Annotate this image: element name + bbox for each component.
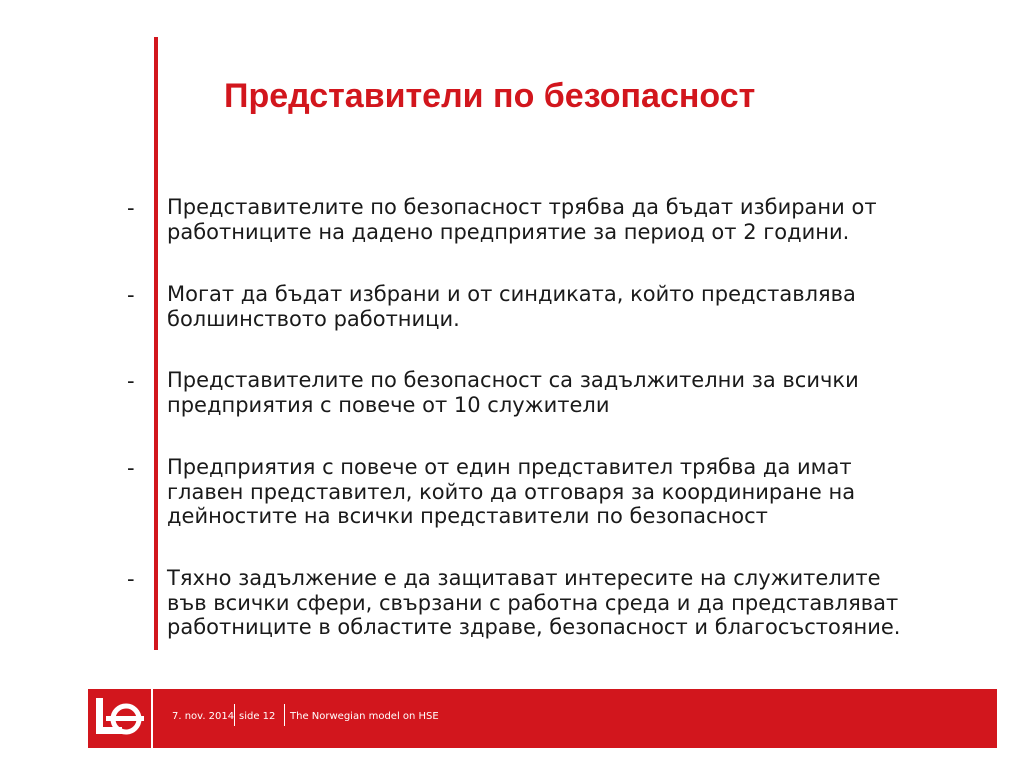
- bullet-marker: -: [127, 283, 135, 307]
- bullet-item: Представителите по безопасност са задължителни за всички предприятия с повече от 10 служители: [167, 368, 859, 417]
- bullet-item: Представителите по безопасност трябва да бъдат избирани от работниците на дадено предприятие за период от 2 години.: [167, 195, 877, 244]
- bullet-marker: -: [127, 196, 135, 220]
- footer-bar: [153, 689, 997, 748]
- bullet-item: Тяхно задължение е да защитават интересите на служителите във всички сфери, свързани с работна среда и да представляват работниците в областите здраве, безопасност и благосъстояние.: [167, 566, 901, 639]
- vertical-accent-line: [154, 37, 158, 650]
- footer-separator: [284, 704, 285, 726]
- bullet-marker: -: [127, 369, 135, 393]
- footer-page-number: side 12: [239, 711, 276, 722]
- bullet-item: Могат да бъдат избрани и от синдиката, който представлява болшинството работници.: [167, 282, 856, 331]
- bullet-item: Предприятия с повече от един представител трябва да имат главен представител, който да отговаря за координиране на дейностите на всички представители по безопасност: [167, 455, 856, 528]
- bullet-marker: -: [127, 567, 135, 591]
- footer-separator: [234, 704, 235, 726]
- lo-logo-icon: [88, 689, 151, 748]
- slide-title: Представители по безопасност: [224, 77, 756, 115]
- footer-date: 7. nov. 2014: [172, 711, 235, 722]
- bullet-marker: -: [127, 456, 135, 480]
- footer-title: The Norwegian model on HSE: [290, 711, 439, 722]
